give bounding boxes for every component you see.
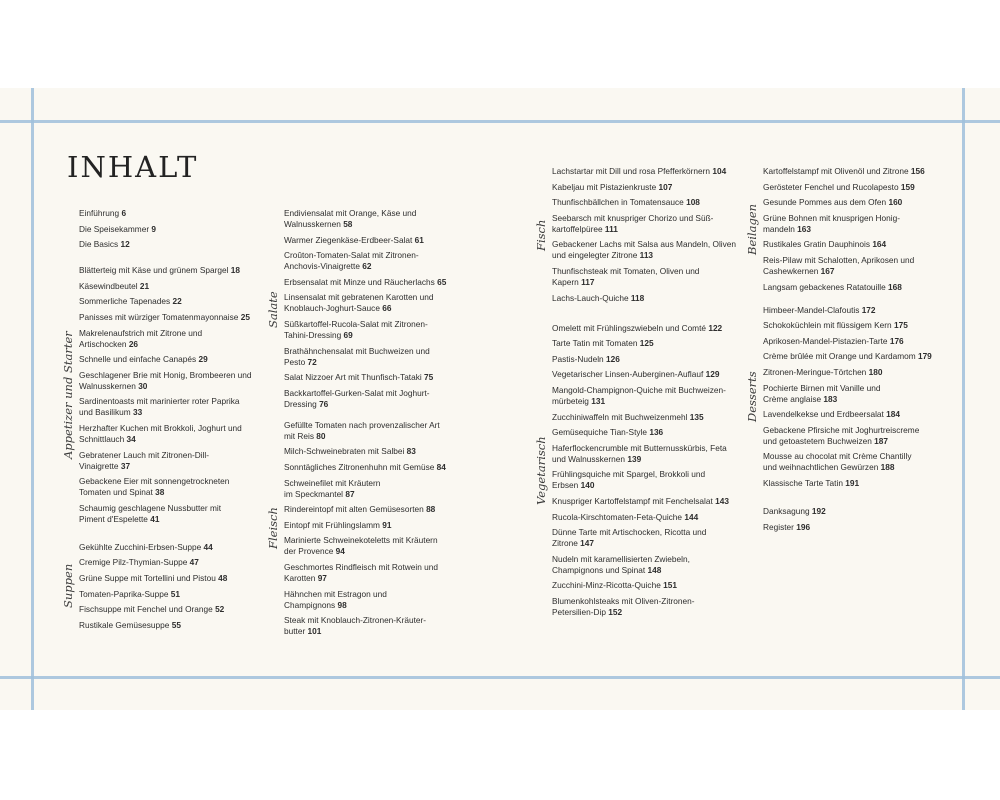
toc-entry[interactable] xyxy=(763,282,953,293)
entry-page-number: 184 xyxy=(886,409,901,420)
entry-page-number: 26 xyxy=(128,338,139,349)
toc-entry[interactable] xyxy=(284,235,464,246)
entry-page-number: 143 xyxy=(715,495,729,506)
toc-entry[interactable] xyxy=(79,296,269,307)
entry-page-number: 108 xyxy=(686,197,700,208)
entry-page-number: 159 xyxy=(900,181,915,192)
entry-title: Lachs-Lauch-Quiche xyxy=(552,292,629,303)
entry-title: Dünne Tarte mit Artischocken, Ricotta und Zitrone xyxy=(552,527,707,549)
toc-entry[interactable] xyxy=(79,239,269,250)
entry-page-number: 175 xyxy=(893,320,908,331)
toc-entry[interactable] xyxy=(284,446,464,457)
toc-entry[interactable] xyxy=(79,265,269,276)
toc-entry[interactable] xyxy=(284,562,464,584)
entry-page-number: 52 xyxy=(215,604,225,615)
entry-title: Linsensalat mit gebratenen Karotten und Knoblauch-Joghurt-Sauce xyxy=(284,292,434,314)
entry-page-number: 76 xyxy=(319,398,329,409)
entry-title: Brathähnchensalat mit Buchweizen und Pesto xyxy=(284,345,430,367)
entry-title: Tomaten-Paprika-Suppe xyxy=(79,588,169,599)
toc-entry[interactable] xyxy=(284,520,464,531)
entry-title: Fischsuppe mit Fenchel und Orange xyxy=(79,604,213,615)
entry-title: Einführung xyxy=(79,208,120,218)
entry-page-number: 51 xyxy=(170,588,181,599)
toc-entry[interactable] xyxy=(763,367,953,378)
entry-title: Pochierte Birnen mit Vanille und Crème anglaise xyxy=(763,382,881,404)
entry-page-number: 168 xyxy=(888,281,902,292)
entry-page-number: 69 xyxy=(343,329,353,340)
toc-entry[interactable] xyxy=(552,166,752,177)
toc-entry[interactable] xyxy=(284,346,464,368)
toc-entry[interactable] xyxy=(763,320,953,331)
entry-title: Register xyxy=(763,521,794,532)
section-label: Vegetarisch xyxy=(534,435,548,505)
entry-title: Blumenkohlsteaks mit Oliven-Zitronen- Petersilien-Dip xyxy=(552,595,695,617)
toc-entry[interactable] xyxy=(79,573,269,584)
entry-title: Blätterteig mit Käse und grünem Spargel xyxy=(79,265,229,276)
entry-title: Gebackene Eier mit sonnengetrockneten Tomaten und Spinat xyxy=(79,476,230,498)
toc-entry[interactable] xyxy=(763,336,953,347)
entry-title: Süßkartoffel-Rucola-Salat mit Zitronen- Tahini-Dressing xyxy=(284,318,428,340)
entry-page-number: 156 xyxy=(910,166,925,176)
entry-title: Herzhafter Kuchen mit Brokkoli, Joghurt und Schnittlauch xyxy=(79,422,242,444)
entry-title: Himbeer-Mandel-Clafoutis xyxy=(763,304,860,315)
entry-title: Zucchiniwaffeln mit Buchweizenmehl xyxy=(552,411,688,422)
entry-title: Vegetarischer Linsen-Auberginen-Auflauf xyxy=(552,369,704,380)
entry-title: Lachstartar mit Dill und rosa Pfefferkörnern xyxy=(552,166,711,176)
toc-entry[interactable] xyxy=(763,383,953,405)
toc-entry[interactable] xyxy=(763,255,953,277)
entry-page-number: 75 xyxy=(424,372,434,383)
entry-title: Mangold-Champignon-Quiche mit Buchweizen- mürbeteig xyxy=(552,384,726,406)
toc-entry[interactable] xyxy=(763,351,953,362)
entry-page-number: 47 xyxy=(189,557,199,568)
entry-page-number: 163 xyxy=(797,223,811,234)
entry-title: Steak mit Knoblauch-Zitronen-Kräuter- butter xyxy=(284,615,427,637)
entry-title: Rindereintopf mit alten Gemüsesorten xyxy=(284,504,424,515)
section-label: Salate xyxy=(266,290,280,328)
right-border-line xyxy=(962,88,965,710)
entry-page-number: 34 xyxy=(126,433,136,444)
entry-title: Zitronen-Meringue-Törtchen xyxy=(763,366,867,377)
entry-page-number: 139 xyxy=(627,453,642,464)
entry-page-number: 87 xyxy=(345,488,355,499)
entry-title: Omelett mit Frühlingszwiebeln und Comté xyxy=(552,322,707,333)
toc-entry[interactable] xyxy=(79,557,269,568)
entry-page-number: 22 xyxy=(172,296,182,307)
entry-title: Panisses mit würziger Tomatenmayonnaise xyxy=(79,311,239,322)
entry-title: Kartoffelstampf mit Olivenöl und Zitrone xyxy=(763,166,909,176)
entry-page-number: 164 xyxy=(872,239,887,250)
entry-page-number: 129 xyxy=(705,369,720,380)
left-border-line xyxy=(31,88,34,710)
entry-page-number: 101 xyxy=(307,626,322,637)
entry-page-number: 33 xyxy=(132,407,143,418)
toc-entry[interactable] xyxy=(552,293,752,304)
toc-entry[interactable] xyxy=(79,354,269,365)
toc-entry[interactable] xyxy=(79,224,269,235)
entry-title: Rustikale Gemüsesuppe xyxy=(79,619,170,630)
toc-entry[interactable] xyxy=(552,266,752,288)
entry-title: Gebratener Lauch mit Zitronen-Dill- Vinaigrette xyxy=(79,449,210,471)
toc-section xyxy=(266,208,464,410)
toc-entry[interactable] xyxy=(79,312,269,323)
entry-page-number: 88 xyxy=(426,504,436,515)
toc-entry[interactable] xyxy=(284,589,464,611)
toc-entry[interactable] xyxy=(79,542,269,553)
toc-entry[interactable] xyxy=(763,409,953,420)
entry-page-number: 152 xyxy=(608,606,623,617)
entry-title: Käsewindbeutel xyxy=(79,280,138,291)
toc-entry[interactable] xyxy=(79,423,269,445)
toc-entry[interactable] xyxy=(79,620,269,631)
entry-page-number: 97 xyxy=(317,572,327,583)
entry-page-number: 80 xyxy=(316,430,326,441)
entry-title: Aprikosen-Mandel-Pistazien-Tarte xyxy=(763,335,888,346)
toc-entry[interactable] xyxy=(763,213,953,235)
entry-page-number: 117 xyxy=(581,276,595,287)
entry-title: Schaumig geschlagene Nussbutter mit Piment d'Espelette xyxy=(79,502,222,524)
entry-page-number: 192 xyxy=(811,505,826,516)
toc-entry[interactable] xyxy=(552,182,752,193)
entry-page-number: 118 xyxy=(630,292,645,303)
entry-page-number: 12 xyxy=(120,239,130,250)
entry-title: Schokoküchlein mit flüssigem Kern xyxy=(763,320,892,331)
entry-title: Gekühlte Zucchini-Erbsen-Suppe xyxy=(79,541,202,552)
toc-entry[interactable] xyxy=(284,615,464,637)
entry-page-number: 61 xyxy=(414,234,424,245)
entry-page-number: 147 xyxy=(580,538,594,549)
toc-entry[interactable] xyxy=(763,478,953,489)
toc-section xyxy=(61,265,269,525)
entry-page-number: 66 xyxy=(382,303,392,314)
entry-title: Danksagung xyxy=(763,505,810,516)
entry-title: Reis-Pilaw mit Schalotten, Aprikosen und Cashewkernen xyxy=(763,254,915,276)
entry-title: Rustikales Gratin Dauphinois xyxy=(763,239,870,250)
entry-page-number: 72 xyxy=(307,356,317,367)
entry-title: Schnelle und einfache Canapés xyxy=(79,354,197,365)
toc-entry[interactable] xyxy=(552,197,752,208)
bottom-border-line xyxy=(0,676,1000,679)
entry-title: Pastis-Nudeln xyxy=(552,353,604,364)
entry-title: Gesunde Pommes aus dem Ofen xyxy=(763,197,887,208)
entry-page-number: 135 xyxy=(689,411,704,422)
toc-entry[interactable] xyxy=(79,281,269,292)
entry-page-number: 62 xyxy=(362,261,372,272)
entry-page-number: 37 xyxy=(120,460,131,471)
entry-title: Haferflockencrumble mit Butternusskürbis, Feta und Walnusskernen xyxy=(552,442,727,464)
entry-title: Geschmortes Rindfleisch mit Rotwein und Karotten xyxy=(284,561,439,583)
toc-entry[interactable] xyxy=(552,213,752,235)
entry-page-number: 180 xyxy=(868,366,883,377)
entry-title: Warmer Ziegenkäse-Erdbeer-Salat xyxy=(284,234,413,245)
toc-entry[interactable] xyxy=(79,396,269,418)
toc-entry[interactable] xyxy=(79,328,269,350)
entry-title: Sommerliche Tapenades xyxy=(79,296,171,307)
section-label: Suppen xyxy=(61,563,75,609)
toc-entry[interactable] xyxy=(552,385,752,407)
entry-page-number: 148 xyxy=(647,564,662,575)
entry-page-number: 126 xyxy=(605,353,620,364)
entry-title: Langsam gebackenes Ratatouille xyxy=(763,281,886,292)
entry-page-number: 188 xyxy=(880,462,895,473)
toc-entry[interactable] xyxy=(763,197,953,208)
toc-entry[interactable] xyxy=(763,166,953,177)
toc-entry[interactable] xyxy=(284,478,464,500)
toc-entry[interactable] xyxy=(284,292,464,314)
entry-page-number: 65 xyxy=(437,276,447,287)
entry-title: Hähnchen mit Estragon und Champignons xyxy=(284,588,387,610)
entry-title: Sonntägliches Zitronenhuhn mit Gemüse xyxy=(284,461,435,472)
entry-page-number: 122 xyxy=(708,322,723,333)
entry-title: Endiviensalat mit Orange, Käse und Walnusskernen xyxy=(284,208,417,229)
entry-page-number: 55 xyxy=(171,619,181,630)
entry-title: Thunfischbällchen in Tomatensauce xyxy=(552,197,684,208)
entry-title: Makrelenaufstrich mit Zitrone und Artischocken xyxy=(79,327,203,349)
entry-page-number: 6 xyxy=(121,208,127,218)
entry-page-number: 25 xyxy=(240,311,250,322)
entry-title: Milch-Schweinebraten mit Salbei xyxy=(284,446,405,457)
entry-page-number: 187 xyxy=(874,435,889,446)
entry-page-number: 29 xyxy=(198,354,208,365)
toc-entry[interactable] xyxy=(763,451,953,473)
toc-entry[interactable] xyxy=(552,527,752,549)
toc-entry[interactable] xyxy=(79,476,269,498)
toc-section xyxy=(534,322,752,618)
entry-title: Erbsensalat mit Minze und Räucherlachs xyxy=(284,276,435,287)
entry-page-number: 98 xyxy=(337,599,347,610)
toc-entry[interactable] xyxy=(552,239,752,261)
entry-title: Klassische Tarte Tatin xyxy=(763,477,843,488)
entry-page-number: 196 xyxy=(796,521,811,532)
entry-title: Zucchini-Minz-Ricotta-Quiche xyxy=(552,580,661,591)
entry-page-number: 136 xyxy=(649,427,664,438)
entry-title: Seebarsch mit knuspriger Chorizo und Süß- kartoffelpüree xyxy=(552,212,714,234)
toc-section xyxy=(534,166,752,304)
toc-entry[interactable] xyxy=(552,496,752,507)
toc-entry[interactable] xyxy=(763,239,953,250)
toc-column-3 xyxy=(534,166,752,622)
entry-title: Gerösteter Fenchel und Rucolapesto xyxy=(763,181,899,192)
toc-section xyxy=(745,304,953,489)
entry-title: Die Basics xyxy=(79,239,119,250)
toc-entry[interactable] xyxy=(79,589,269,600)
toc-entry[interactable] xyxy=(552,412,752,423)
entry-title: Grüne Bohnen mit knusprigen Honig- mandeln xyxy=(763,212,900,234)
entry-title: Thunfischsteak mit Tomaten, Oliven und Kapern xyxy=(552,265,700,287)
entry-title: Eintopf mit Frühlingslamm xyxy=(284,519,380,530)
entry-page-number: 131 xyxy=(591,395,606,406)
entry-page-number: 91 xyxy=(382,519,392,530)
entry-page-number: 38 xyxy=(155,487,165,498)
entry-page-number: 167 xyxy=(820,265,835,276)
entry-title: Lavendelkekse und Erdbeersalat xyxy=(763,409,884,420)
toc-entry[interactable] xyxy=(284,250,464,272)
entry-page-number: 44 xyxy=(203,541,213,552)
entry-page-number: 107 xyxy=(658,181,673,192)
section-label: Appetizer und Starter xyxy=(61,331,75,460)
entry-title: Nudeln mit karamellisierten Zwiebeln, Champignons und Spinat xyxy=(552,553,690,575)
section-label: Desserts xyxy=(745,371,759,423)
toc-column-4 xyxy=(745,166,953,537)
entry-page-number: 41 xyxy=(150,513,160,524)
toc-section xyxy=(266,419,464,637)
entry-page-number: 21 xyxy=(139,280,150,291)
toc-entry[interactable] xyxy=(552,338,752,349)
entry-page-number: 160 xyxy=(888,197,903,208)
toc-entry[interactable] xyxy=(79,503,269,525)
entry-page-number: 176 xyxy=(889,335,904,346)
entry-page-number: 191 xyxy=(845,477,860,488)
entry-title: Salat Nizzoer Art mit Thunfisch-Tataki xyxy=(284,372,422,383)
toc-entry[interactable] xyxy=(284,462,464,473)
toc-entry[interactable] xyxy=(552,323,752,334)
toc-entry[interactable] xyxy=(284,277,464,288)
section-label: Beilagen xyxy=(745,203,759,255)
entry-page-number: 179 xyxy=(917,351,932,362)
toc-entry[interactable] xyxy=(284,208,464,230)
entry-title: Gefüllte Tomaten nach provenzalischer Art mit Reis xyxy=(284,419,440,441)
toc-entry[interactable] xyxy=(79,208,269,219)
toc-section xyxy=(763,506,953,533)
entry-title: Schweinefilet mit Kräutern im Speckmantel xyxy=(284,477,381,499)
entry-page-number: 9 xyxy=(151,223,157,234)
entry-title: Frühlingsquiche mit Spargel, Brokkoli und Erbsen xyxy=(552,469,706,491)
entry-title: Tarte Tatin mit Tomaten xyxy=(552,338,638,349)
entry-page-number: 140 xyxy=(580,480,595,491)
toc-entry[interactable] xyxy=(79,604,269,615)
entry-title: Sardinentoasts mit marinierter roter Paprika und Basilikum xyxy=(79,396,240,418)
toc-column-1 xyxy=(61,208,269,635)
toc-section xyxy=(745,166,953,293)
entry-title: Gemüsequiche Tian-Style xyxy=(552,427,648,438)
entry-title: Gebackener Lachs mit Salsa aus Mandeln, Oliven und eingelegter Zitrone xyxy=(552,239,737,261)
toc-entry[interactable] xyxy=(763,522,953,533)
toc-entry[interactable] xyxy=(79,450,269,472)
toc-entry[interactable] xyxy=(552,469,752,491)
entry-title: Marinierte Schweinekoteletts mit Kräutern der Provence xyxy=(284,535,438,557)
entry-title: Backkartoffel-Gurken-Salat mit Joghurt- Dressing xyxy=(284,387,430,409)
toc-entry[interactable] xyxy=(763,425,953,447)
toc-section xyxy=(61,541,269,631)
top-border-line xyxy=(0,120,1000,123)
entry-page-number: 18 xyxy=(230,265,240,276)
entry-title: Knuspriger Kartoffelstampf mit Fenchelsalat xyxy=(552,495,713,506)
toc-entry[interactable] xyxy=(79,370,269,392)
entry-page-number: 183 xyxy=(823,393,838,404)
entry-title: Die Speisekammer xyxy=(79,223,150,234)
toc-entry[interactable] xyxy=(552,443,752,465)
toc-entry[interactable] xyxy=(284,535,464,557)
entry-page-number: 84 xyxy=(436,461,446,472)
toc-entry[interactable] xyxy=(552,596,752,618)
entry-page-number: 104 xyxy=(712,166,727,176)
entry-title: Crème brûlée mit Orange und Kardamom xyxy=(763,351,916,362)
entry-title: Geschlagener Brie mit Honig, Brombeeren und Walnusskernen xyxy=(79,369,252,391)
toc-column-2 xyxy=(266,208,464,642)
toc-entry[interactable] xyxy=(763,305,953,316)
section-label: Fleisch xyxy=(266,507,280,550)
entry-title: Cremige Pilz-Thymian-Suppe xyxy=(79,557,188,568)
toc-entry[interactable] xyxy=(552,580,752,591)
entry-page-number: 172 xyxy=(861,304,876,315)
toc-entry[interactable] xyxy=(552,369,752,380)
toc-entry[interactable] xyxy=(552,427,752,438)
entry-title: Rucola-Kirschtomaten-Feta-Quiche xyxy=(552,511,683,522)
entry-title: Gebackene Pfirsiche mit Joghurtreiscreme und getoastetem Buchweizen xyxy=(763,424,920,446)
entry-page-number: 48 xyxy=(218,572,228,583)
toc-entry[interactable] xyxy=(763,506,953,517)
entry-page-number: 83 xyxy=(406,446,416,457)
toc-entry[interactable] xyxy=(284,420,464,442)
entry-page-number: 125 xyxy=(639,338,654,349)
entry-page-number: 94 xyxy=(335,546,345,557)
entry-title: Mousse au chocolat mit Crème Chantilly und weihnachtlichen Gewürzen xyxy=(763,451,912,473)
entry-page-number: 30 xyxy=(138,380,148,391)
entry-title: Grüne Suppe mit Tortellini und Pistou xyxy=(79,572,216,583)
entry-title: Croûton-Tomaten-Salat mit Zitronen- Anchovis-Vinaigrette xyxy=(284,250,419,272)
toc-entry[interactable] xyxy=(552,512,752,523)
section-label: Fisch xyxy=(534,219,548,251)
toc-entry[interactable] xyxy=(284,319,464,341)
entry-page-number: 111 xyxy=(604,223,618,234)
entry-page-number: 113 xyxy=(639,250,654,261)
toc-entry[interactable] xyxy=(284,388,464,410)
entry-page-number: 144 xyxy=(684,511,699,522)
toc-entry[interactable] xyxy=(763,182,953,193)
toc-entry[interactable] xyxy=(284,504,464,515)
toc-entry[interactable] xyxy=(552,354,752,365)
toc-entry[interactable] xyxy=(552,554,752,576)
entry-page-number: 151 xyxy=(663,580,677,591)
page-title: INHALT xyxy=(67,150,199,184)
entry-title: Kabeljau mit Pistazienkruste xyxy=(552,181,657,192)
toc-entry[interactable] xyxy=(284,372,464,383)
toc-section xyxy=(79,208,269,250)
entry-page-number: 58 xyxy=(343,219,353,229)
